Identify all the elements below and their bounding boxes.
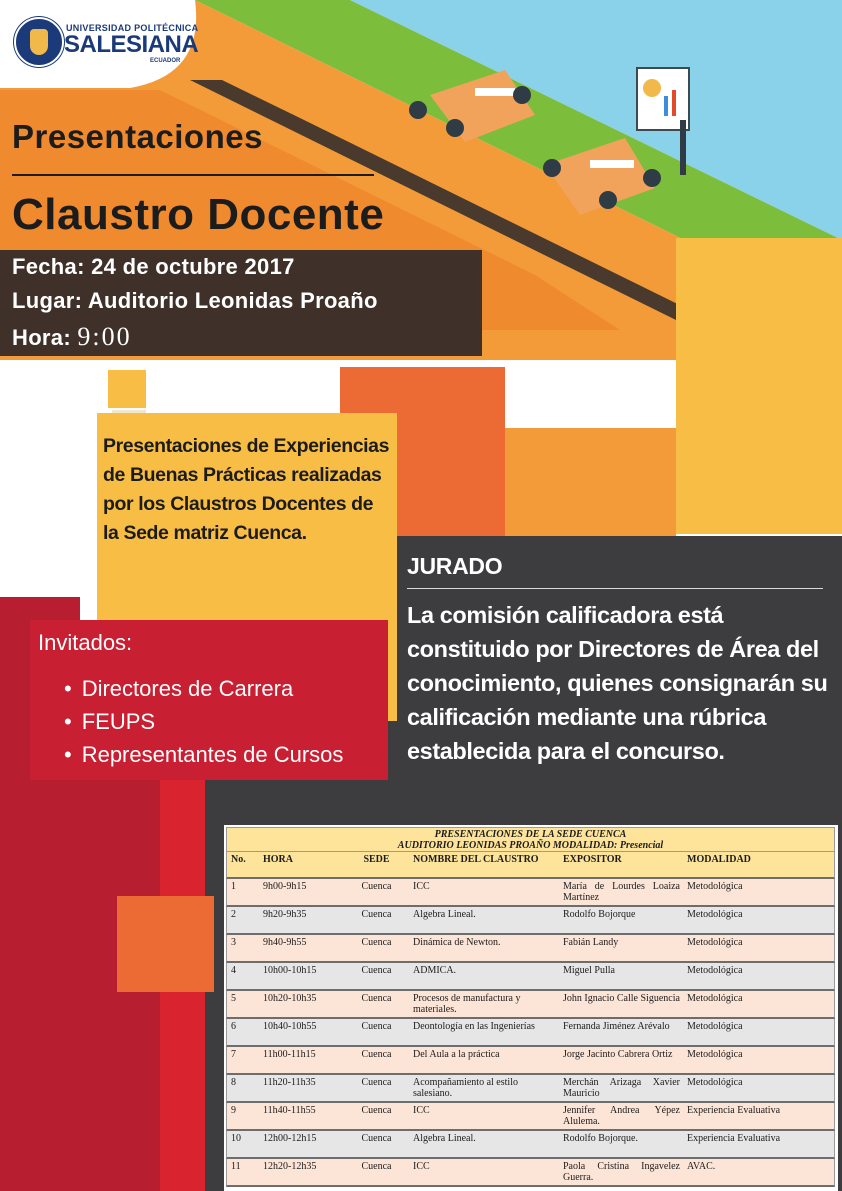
table-cell: María de Lourdes Loaiza Martínez <box>563 881 680 903</box>
table-cell: 12h20-12h35 <box>263 1161 317 1172</box>
title-divider <box>12 174 374 176</box>
logo-top-text: UNIVERSIDAD POLITÉCNICA <box>66 23 199 33</box>
table-row <box>226 991 835 1019</box>
event-fecha <box>12 254 295 280</box>
table-cell: 9 <box>231 1105 236 1116</box>
table-cell: 9h40-9h55 <box>263 937 307 948</box>
table-cell: Acompañamiento al estilo salesiano. <box>413 1077 518 1099</box>
table-cell: Merchán Arizaga Xavier Mauricio <box>563 1077 680 1099</box>
table-cell: 11h20-11h35 <box>263 1077 316 1088</box>
table-cell: Rodolfo Bojorque. <box>563 1133 638 1144</box>
table-cell: Jennifer Andrea Yépez Alulema. <box>563 1105 680 1127</box>
table-cell: Cuenca <box>361 909 392 920</box>
table-cell: 9h00-9h15 <box>263 881 307 892</box>
lugar-value: Auditorio Leonidas Proaño <box>87 288 378 313</box>
table-cell: 11 <box>231 1161 241 1172</box>
logo-main-text: SALESIANA <box>64 31 199 58</box>
event-lugar <box>12 288 378 314</box>
table-row <box>226 1103 835 1131</box>
table-cell: Cuenca <box>361 1049 392 1060</box>
table-cell: Metodológica <box>687 1049 743 1060</box>
table-cell: John Ignacio Calle Siguencia <box>563 993 680 1004</box>
table-cell: Procesos de manufactura y materiales. <box>413 993 521 1015</box>
table-cell: Algebra Lineal. <box>413 909 476 920</box>
table-row <box>226 1075 835 1103</box>
table-cell: 7 <box>231 1049 236 1060</box>
invitado-item: • Representantes de Cursos <box>64 738 343 771</box>
jurado-divider <box>407 588 823 589</box>
table-row <box>226 935 835 963</box>
table-cell: Deontología en las Ingenierías <box>413 1021 535 1032</box>
logo-sub-text: ECUADOR <box>150 58 181 64</box>
table-cell: 9h20-9h35 <box>263 909 307 920</box>
col-header: EXPOSITOR <box>563 854 622 865</box>
table-cell: ICC <box>413 1161 430 1172</box>
table-cell: 1 <box>231 881 236 892</box>
table-cell: Experiencia Evaluativa <box>687 1105 781 1116</box>
table-title <box>226 827 835 851</box>
table-cell: ICC <box>413 1105 430 1116</box>
table-cell: 3 <box>231 937 236 948</box>
table-cell: 8 <box>231 1077 236 1088</box>
intro-text: Presentaciones de Experiencias de Buenas Prácticas realizadas por los Claustros Docentes de la Sede matriz Cuenca. <box>103 435 390 544</box>
table-row <box>226 879 835 907</box>
jurado-title: JURADO <box>407 553 503 579</box>
table-row <box>226 1131 835 1159</box>
table-cell: Metodológica <box>687 965 743 976</box>
col-header: No. <box>231 854 246 865</box>
invitados-list <box>64 672 343 771</box>
table-cell: Algebra Lineal. <box>413 1133 476 1144</box>
university-logo <box>14 15 199 67</box>
table-header-row <box>226 851 835 879</box>
table-cell: Fabián Landy <box>563 937 619 948</box>
fecha-value: 24 de octubre 2017 <box>91 254 295 279</box>
table-cell: 2 <box>231 909 236 920</box>
table-cell: Metodológica <box>687 909 743 920</box>
seal-icon <box>14 17 64 67</box>
table-cell: 12h00-12h15 <box>263 1133 317 1144</box>
table-cell: Cuenca <box>361 965 392 976</box>
table-title-line1: PRESENTACIONES DE LA SEDE CUENCA <box>434 829 627 840</box>
table-row <box>226 1047 835 1075</box>
table-cell: 10 <box>231 1133 241 1144</box>
table-cell: Del Aula a la práctica <box>413 1049 500 1060</box>
table-cell: Cuenca <box>361 1161 392 1172</box>
table-cell: AVAC. <box>687 1161 716 1172</box>
table-cell: 10h20-10h35 <box>263 993 317 1004</box>
table-cell: 10h40-10h55 <box>263 1021 317 1032</box>
table-cell: ADMICA. <box>413 965 457 976</box>
title-claustro-docente: Claustro Docente <box>12 190 385 239</box>
fecha-label: Fecha: <box>12 254 85 279</box>
table-cell: Metodológica <box>687 993 743 1004</box>
table-cell: Metodológica <box>687 881 743 892</box>
table-body <box>226 879 835 1187</box>
table-cell: Cuenca <box>361 1105 392 1116</box>
col-header: NOMBRE DEL CLAUSTRO <box>413 854 539 865</box>
table-cell: Metodológica <box>687 937 743 948</box>
table-cell: 10h00-10h15 <box>263 965 317 976</box>
table-cell: Metodológica <box>687 1077 743 1088</box>
table-cell: Cuenca <box>361 937 392 948</box>
table-row <box>226 963 835 991</box>
invitados-title: Invitados: <box>38 630 133 655</box>
table-cell: Dinámica de Newton. <box>413 937 501 948</box>
table-cell: 6 <box>231 1021 236 1032</box>
lugar-label: Lugar: <box>12 288 83 313</box>
table-cell: Cuenca <box>361 881 392 892</box>
table-cell: Cuenca <box>361 1133 392 1144</box>
invitado-item: • Directores de Carrera <box>64 672 343 705</box>
table-cell: Rodolfo Bojorque <box>563 909 636 920</box>
table-cell: Cuenca <box>361 1077 392 1088</box>
table-title-line2: AUDITORIO LEONIDAS PROAÑO MODALIDAD: Presencial <box>397 840 664 851</box>
table-cell: 11h40-11h55 <box>263 1105 316 1116</box>
col-header: SEDE <box>363 854 390 865</box>
col-header: HORA <box>263 854 293 865</box>
table-cell: Metodológica <box>687 1021 743 1032</box>
table-cell: Miguel Pulla <box>563 965 615 976</box>
table-cell: Cuenca <box>361 993 392 1004</box>
table-cell: Fernanda Jiménez Arévalo <box>563 1021 670 1032</box>
hora-label: Hora: <box>12 325 71 350</box>
table-cell: 4 <box>231 965 236 976</box>
hora-value: 9:00 <box>77 322 132 351</box>
table-cell: 11h00-11h15 <box>263 1049 316 1060</box>
table-cell: Jorge Jacinto Cabrera Ortiz <box>563 1049 673 1060</box>
table-cell: Paola Cristina Ingavelez Guerra. <box>563 1161 680 1183</box>
table-row <box>226 907 835 935</box>
schedule-table <box>226 827 835 1187</box>
table-cell: Experiencia Evaluativa <box>687 1133 781 1144</box>
event-hora <box>12 322 132 352</box>
jurado-text: La comisión calificadora está constituido por Directores de Área del conocimiento, quienes consignarán su calificación mediante una rúbrica establecida para el concurso. <box>407 602 828 764</box>
invitado-item: • FEUPS <box>64 705 343 738</box>
table-row <box>226 1019 835 1047</box>
col-header: MODALIDAD <box>687 854 751 865</box>
table-row <box>226 1159 835 1187</box>
table-cell: 5 <box>231 993 236 1004</box>
title-presentaciones: Presentaciones <box>12 118 263 155</box>
table-cell: Cuenca <box>361 1021 392 1032</box>
table-cell: ICC <box>413 881 430 892</box>
